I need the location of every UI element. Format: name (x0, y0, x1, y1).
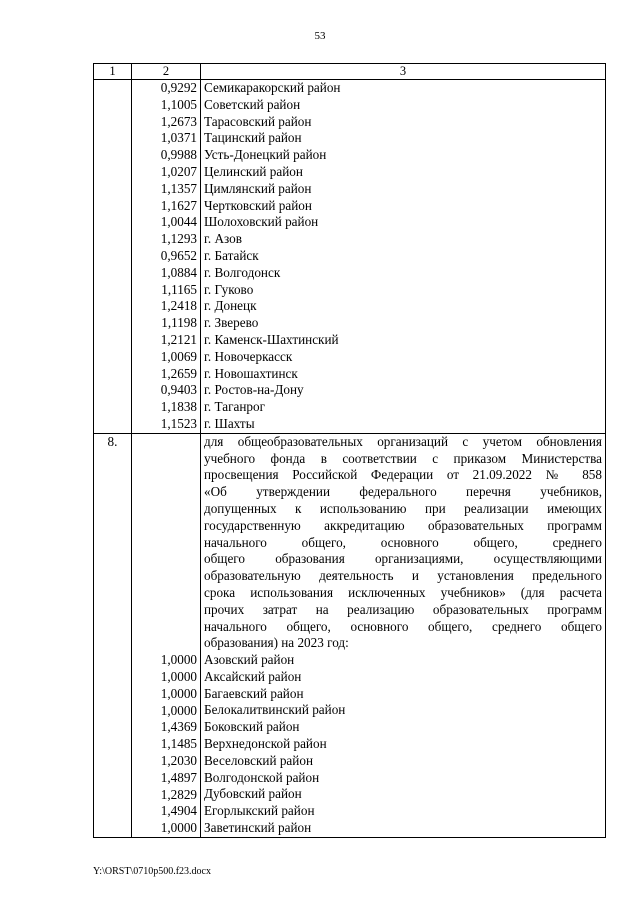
district-name: г. Новочеркасск (204, 348, 293, 364)
district-name: Аксайский район (204, 668, 302, 684)
description-line: для общеобразовательных организаций с учетом обновления (204, 433, 602, 449)
description-line: прочих затрат на реализацию образовательных программ (204, 601, 602, 617)
section-1-names (201, 80, 606, 434)
district-name: Шолоховский район (204, 214, 319, 230)
district-name: Азовский район (204, 652, 295, 668)
district-name: г. Шахты (204, 415, 255, 431)
coefficient-value: 1,1838 (160, 399, 197, 415)
district-name: Тацинский район (204, 130, 302, 146)
description-line: просвещения Российской Федерации от 21.09.2022 № 858 (204, 467, 602, 483)
district-name: г. Азов (204, 231, 242, 247)
header-col-2: 2 (132, 64, 201, 80)
coefficient-value: 0,9403 (160, 382, 197, 398)
coefficient-value: 1,0000 (160, 668, 197, 684)
coefficient-value: 1,0000 (160, 652, 197, 668)
description-line: начального общего, основного общего, среднего (204, 534, 602, 550)
section-8-number: 8. (94, 433, 132, 837)
district-name: г. Гуково (204, 281, 254, 297)
table-row-section-1 (94, 80, 606, 434)
district-name: г. Ростов-на-Дону (204, 382, 304, 398)
coefficient-value: 1,2829 (160, 786, 197, 802)
description-line: учебного фонда в соответствии с приказом Министерства (204, 450, 602, 466)
coefficient-value: 1,2121 (160, 331, 197, 347)
coefficient-value: 1,4369 (160, 719, 197, 735)
coefficient-value: 1,0069 (160, 348, 197, 364)
district-name: г. Батайск (204, 247, 259, 263)
description-line: «Об утверждении федерального перечня учебников, (204, 484, 602, 500)
coefficient-value: 1,0207 (160, 163, 197, 179)
coefficient-value: 1,0000 (160, 685, 197, 701)
district-name: Боковский район (204, 719, 300, 735)
description-line: государственную аккредитацию образовательных программ (204, 517, 602, 533)
description-line: общего образования организациями, осуществляющими (204, 551, 602, 567)
coefficient-value: 1,2659 (160, 365, 197, 381)
district-name: Семикаракорский район (204, 80, 341, 95)
coefficient-value: 1,0000 (160, 820, 197, 836)
district-name: Веселовский район (204, 752, 313, 768)
section-8-names (201, 433, 606, 837)
district-name: Дубовский район (204, 786, 302, 802)
coefficient-value: 1,1005 (160, 96, 197, 112)
coefficients-table (93, 63, 606, 838)
section-8-values (132, 433, 201, 837)
district-name: г. Зверево (204, 315, 259, 331)
district-name: Белокалитвинский район (204, 702, 346, 718)
district-name: г. Каменск-Шахтинский (204, 331, 339, 347)
table-row-section-8 (94, 433, 606, 837)
district-name: Тарасовский район (204, 113, 312, 129)
description-line: допущенных к использованию при реализации имеющих (204, 500, 602, 516)
coefficient-value: 1,1293 (160, 231, 197, 247)
district-name: г. Таганрог (204, 399, 266, 415)
coefficient-value: 1,2030 (160, 752, 197, 768)
district-name: Целинский район (204, 163, 303, 179)
header-col-1: 1 (94, 64, 132, 80)
district-name: г. Волгодонск (204, 264, 281, 280)
coefficient-value: 1,0044 (160, 214, 197, 230)
section-1-values (132, 80, 201, 434)
coefficient-value: 0,9988 (160, 147, 197, 163)
coefficient-value: 1,0884 (160, 264, 197, 280)
coefficient-value: 1,1485 (160, 736, 197, 752)
district-name: Багаевский район (204, 685, 304, 701)
coefficient-value: 1,4897 (160, 769, 197, 785)
district-name: Волгодонской район (204, 769, 320, 785)
values-spacer (135, 434, 197, 652)
district-name: г. Донецк (204, 298, 257, 314)
description-line: образования) на 2023 год: (204, 635, 349, 651)
coefficient-value: 1,1165 (161, 281, 197, 297)
file-path-footer: Y:\ORST\0710p500.f23.docx (93, 866, 211, 877)
coefficient-value: 1,0371 (160, 130, 197, 146)
page-number: 53 (314, 30, 326, 42)
district-name: Цимлянский район (204, 180, 312, 196)
coefficient-value: 1,1627 (160, 197, 197, 213)
coefficient-value: 1,1198 (161, 315, 197, 331)
district-name: г. Новошахтинск (204, 365, 298, 381)
coefficient-value: 1,4904 (160, 803, 197, 819)
description-line: образовательную деятельность и установления предельного (204, 568, 602, 584)
district-name: Чертковский район (204, 197, 312, 213)
description-line: начального общего, основного общего, среднего общего (204, 618, 602, 634)
coefficient-value: 0,9292 (160, 80, 197, 95)
district-name: Заветинский район (204, 820, 312, 836)
district-name: Советский район (204, 96, 301, 112)
coefficient-value: 1,0000 (160, 702, 197, 718)
district-name: Усть-Донецкий район (204, 147, 327, 163)
header-col-3: 3 (201, 64, 606, 80)
district-name: Верхнедонской район (204, 736, 327, 752)
coefficient-value: 1,1357 (160, 180, 197, 196)
coefficient-value: 1,2673 (160, 113, 197, 129)
coefficient-value: 1,2418 (160, 298, 197, 314)
table-header-row (94, 64, 606, 80)
coefficient-value: 1,1523 (160, 415, 197, 431)
district-name: Егорлыкский район (204, 803, 315, 819)
coefficient-value: 0,9652 (160, 247, 197, 263)
description-line: срока использования исключенных учебников» (для расчета (204, 584, 602, 600)
section-1-number (94, 80, 132, 434)
